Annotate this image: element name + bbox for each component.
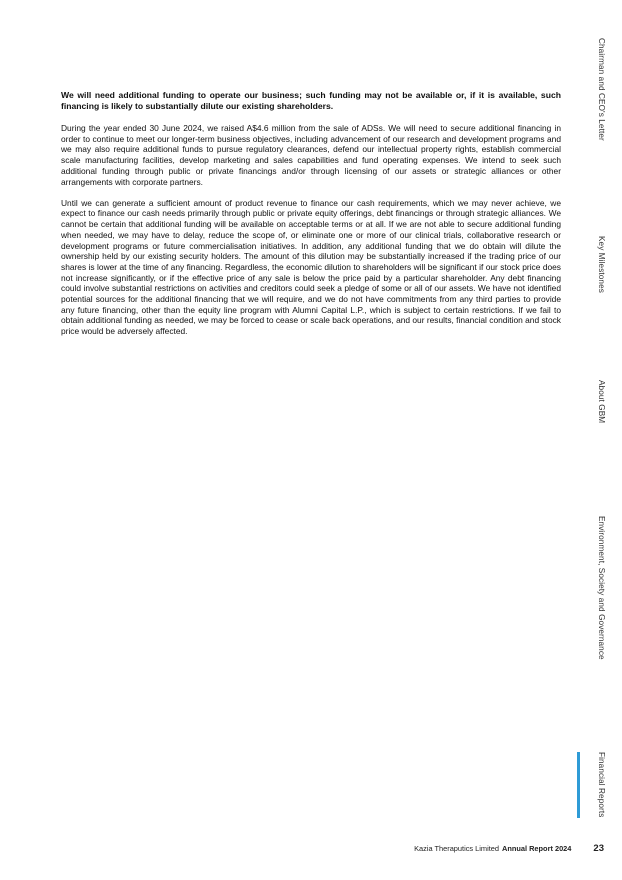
footer-company: Kazia Theraputics Limited: [414, 844, 499, 853]
document-body: [61, 90, 561, 347]
side-tab-about-gbm[interactable]: About GBM: [597, 380, 606, 424]
paragraph-2: Until we can generate a sufficient amount of product revenue to finance our cash requirements, which we may never achieve, we expect to finance our cash needs primarily through public or private equity offerings, debt financings or through strategic alliances. We cannot be certain that additional funding will be available on acceptable terms or at all. If we are not able to secure additional funding when needed, we may have to delay, reduce the scope of, or eliminate one or more of our clinical trials, collaborative research or development programs or future commercialisation initiatives. In addition, any additional funding that we do obtain will dilute the ownership held by our existing security holders. The amount of this dilution may be substantially increased if the trading price of our shares is lower at the time of any financing. Regardless, the economic dilution to shareholders will be significant if our stock price does not increase significantly, or if the effective price of any sale is below the price paid by a particular shareholder. Any debt financing could involve substantial restrictions on activities and creditors could seek a pledge of some or all of our assets. We have not identified potential sources for the additional financing that we will require, and we do not have commitments from any third parties to provide any future financing, other than the equity line program with Alumni Capital L.P., which is subject to certain restrictions. If we fail to obtain additional funding as needed, we may be forced to cease or scale back operations, and our results, financial condition and stock price would be adversely affected.: [61, 197, 561, 337]
side-tab-key-milestones[interactable]: Key Milestones: [597, 236, 606, 293]
paragraph-1: During the year ended 30 June 2024, we raised A$4.6 million from the sale of ADSs. We will need to secure additional financing in order to continue to meet our longer-term business objectives, including advancement of our research and development programs and we may also require additional funds to pursue regulatory clearances, defend our intellectual property rights, establish commercial scale manufacturing facilities, develop marketing and sales capabilities and fund operating expenses. We intend to seek such additional funding through public or private financings and/or through licensing of our assets or strategic alliances or other arrangements with corporate partners.: [61, 123, 561, 187]
side-tab-environment-society-governance[interactable]: Environment, Society and Governance: [597, 516, 606, 660]
section-heading: We will need additional funding to operate our business; such funding may not be available or, if it is available, such financing is likely to substantially dilute our existing shareholders.: [61, 90, 561, 111]
footer-report-title: Annual Report 2024: [502, 844, 572, 853]
page-number: 23: [593, 843, 604, 854]
active-tab-indicator: [577, 752, 580, 818]
side-tab-financial-reports[interactable]: Financial Reports: [597, 752, 606, 818]
page-footer: [414, 843, 604, 854]
side-tab-chairman-ceo-letter[interactable]: Chairman and CEO's Letter: [597, 38, 606, 141]
